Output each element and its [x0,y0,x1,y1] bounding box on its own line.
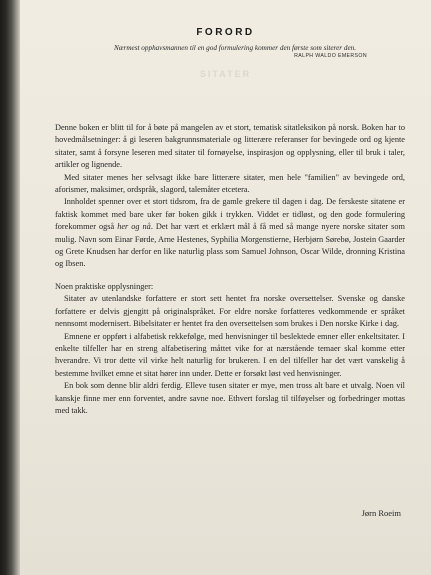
practical-paragraph-3: En bok som denne blir aldri ferdig. Elleve tusen sitater er mye, men tross alt bare et utvalg. Noen vil kanskje finne mer enn forventet, andre savne noe. Ethvert forslag til tilføyelser og forbedringer mottas med takk. [55,381,405,415]
intro-paragraph-3-text-b: . Det har vært et erklært mål å få med så mange nyere norske sitater som mulig. Navn som Einar Førde, Arne Hestenes, Syphilia Morgenstierne, Herbjørn Sørebø, Jostein Gaarder og Grete Knudsen har derfor en like naturlig plass som Samuel Johnson, Oscar Wilde, dronning Kristina og Ibsen. [55,222,405,269]
page-title: FORORD [196,27,255,38]
book-page [20,0,431,575]
section-gap [55,271,405,281]
signature: Jørn Roeim [361,508,401,518]
practical-paragraph-1: Sitater av utenlandske forfattere er stort sett hentet fra norske oversettelser. Svenske og danske forfattere er delvis gjengitt på originalspråket. For eldre norske forfatteres vedkommende er språket nennsomt modernisert. Bibelsitater er hentet fra den oversettelsen som brukes i Den norske Kirke i dag. [55,294,405,329]
faint-show-through-heading: SITATER [199,69,252,79]
intro-paragraph-3-emphasis: her og nå [117,222,151,232]
intro-paragraph-3 [55,196,405,270]
epigraph-author: RALPH WALDO EMERSON [294,53,367,59]
intro-paragraph-3-text-a: Innholdet spenner over et stort tidsrom, fra de gamle grekere til dagen i dag. De ferskeste sitatene er faktisk kommet med bare uker før boken gikk i trykken. Viddet er tidløst, og den gode formulering forekommer også [55,197,405,232]
preface-body [55,122,405,417]
intro-paragraph-1: Denne boken er blitt til for å bøte på mangelen av et stort, tematisk sitatleksikon på norsk. Boken har to hovedmålsetninger: å gi leseren bakgrunnsmateriale og litterære referanser for bevingede ord og kjente sitater, samt å forsyne leseren med sitater til fornøyelse, inspirasjon og opplysning, eller til bruk i taler, artikler og lignende. [55,123,405,170]
epigraph-quote: Nærmest opphavsmannen til en god formulering kommer den første som siterer den. [113,44,357,52]
practical-heading: Noen praktiske opplysninger: [55,281,154,291]
intro-paragraph-2: Med sitater menes her selvsagt ikke bare litterære sitater, men hele "familien" av bevingede ord, aforismer, maksimer, ordspråk, slagord, talemåter etcetera. [55,172,405,195]
practical-paragraph-2: Emnene er oppført i alfabetisk rekkefølge, med henvisninger til beslektede emner eller enkeltsitater. I enkelte tilfeller har en streng alfabetisering måttet vike for at nærstående temaer skal komme etter hverandre. Vi tror dette vil virke helt naturlig for brukeren. I en del tilfeller har det vært vanskelig å bestemme hvilket emne et sitat hører inn under. Dette er forsøkt løst ved henvisninger. [55,331,405,378]
